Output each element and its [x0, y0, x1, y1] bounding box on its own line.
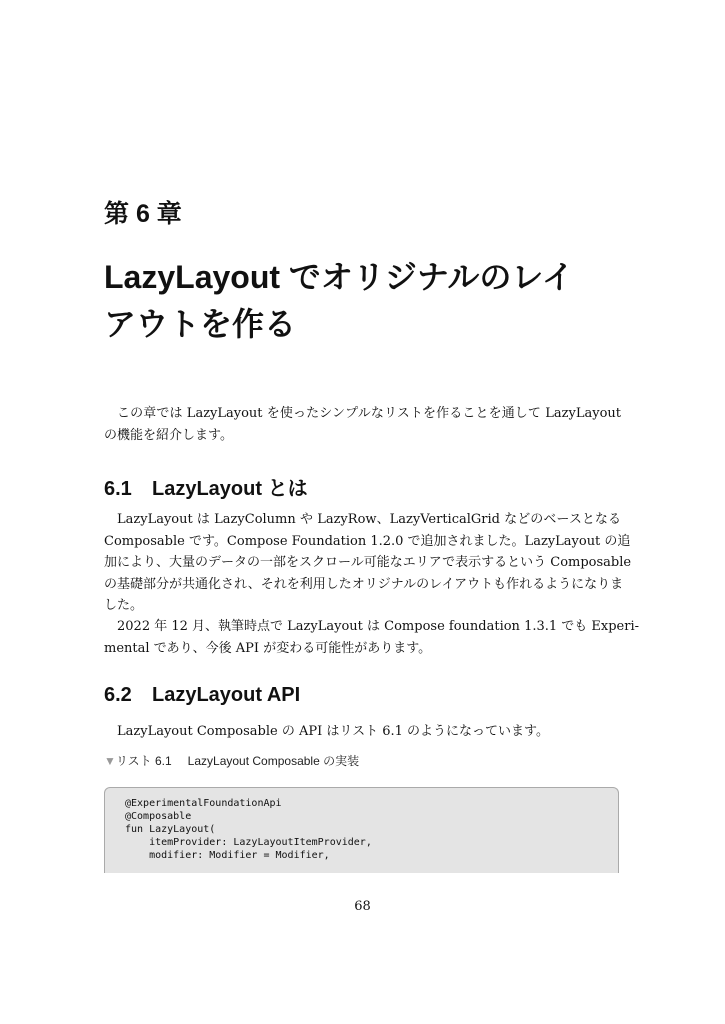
- chapter-title: [104, 254, 624, 348]
- code-line: fun LazyLayout(: [125, 824, 216, 835]
- text-line: Composable です。Compose Foundation 1.2.0 で追加されました。LazyLayout の追: [104, 533, 631, 549]
- section-number: 6.2: [104, 684, 132, 706]
- text-line: 加により、大量のデータの一部をスクロール可能なエリアで表示するという Composable: [104, 555, 632, 570]
- section-heading-6-2: [104, 684, 300, 707]
- section-heading-6-1: [104, 472, 308, 501]
- text-line: 2022 年 12 月、執筆時点で LazyLayout は Compose foundation 1.3.1 でも Experi-: [117, 619, 640, 634]
- section-title: LazyLayout とは: [152, 478, 308, 500]
- chapter-title-line: アウトを作る: [104, 306, 297, 342]
- code-block: [104, 787, 619, 873]
- section-6-1-paragraph-1: [104, 509, 632, 617]
- code-line: itemProvider: LazyLayoutItemProvider,: [125, 837, 372, 848]
- code-line: modifier: Modifier = Modifier,: [125, 850, 330, 861]
- section-number: 6.1: [104, 478, 132, 500]
- code-line: @ExperimentalFoundationApi: [125, 798, 282, 809]
- triangle-marker-icon: ▼: [104, 754, 116, 768]
- text-line: の基礎部分が共通化され、それを利用したオリジナルのレイアウトも作れるようになりま: [104, 576, 624, 592]
- intro-paragraph: [104, 403, 621, 446]
- text-line: した。: [104, 598, 144, 613]
- code-line: @Composable: [125, 811, 192, 822]
- chapter-title-line: LazyLayout でオリジナルのレイ: [104, 259, 574, 295]
- listing-caption: [104, 752, 359, 769]
- section-6-1-paragraph-2: [104, 616, 640, 659]
- text-line: LazyLayout は LazyColumn や LazyRow、LazyVerticalGrid などのベースとなる: [117, 512, 621, 527]
- listing-label: リスト 6.1: [115, 754, 172, 768]
- text-line: この章では LazyLayout を使ったシンプルなリストを作ることを通して LazyLayout: [117, 406, 621, 421]
- section-6-2-paragraph: [104, 721, 621, 743]
- section-title: LazyLayout API: [152, 684, 301, 706]
- listing-caption-text: LazyLayout Composable の実装: [187, 754, 360, 768]
- text-line: LazyLayout Composable の API はリスト 6.1 のようになっています。: [117, 724, 550, 739]
- page-number: 68: [354, 899, 371, 914]
- text-line: の機能を紹介します。: [104, 427, 233, 443]
- chapter-label: 第 6 章: [104, 200, 182, 228]
- text-line: mental であり、今後 API が変わる可能性があります。: [104, 640, 432, 656]
